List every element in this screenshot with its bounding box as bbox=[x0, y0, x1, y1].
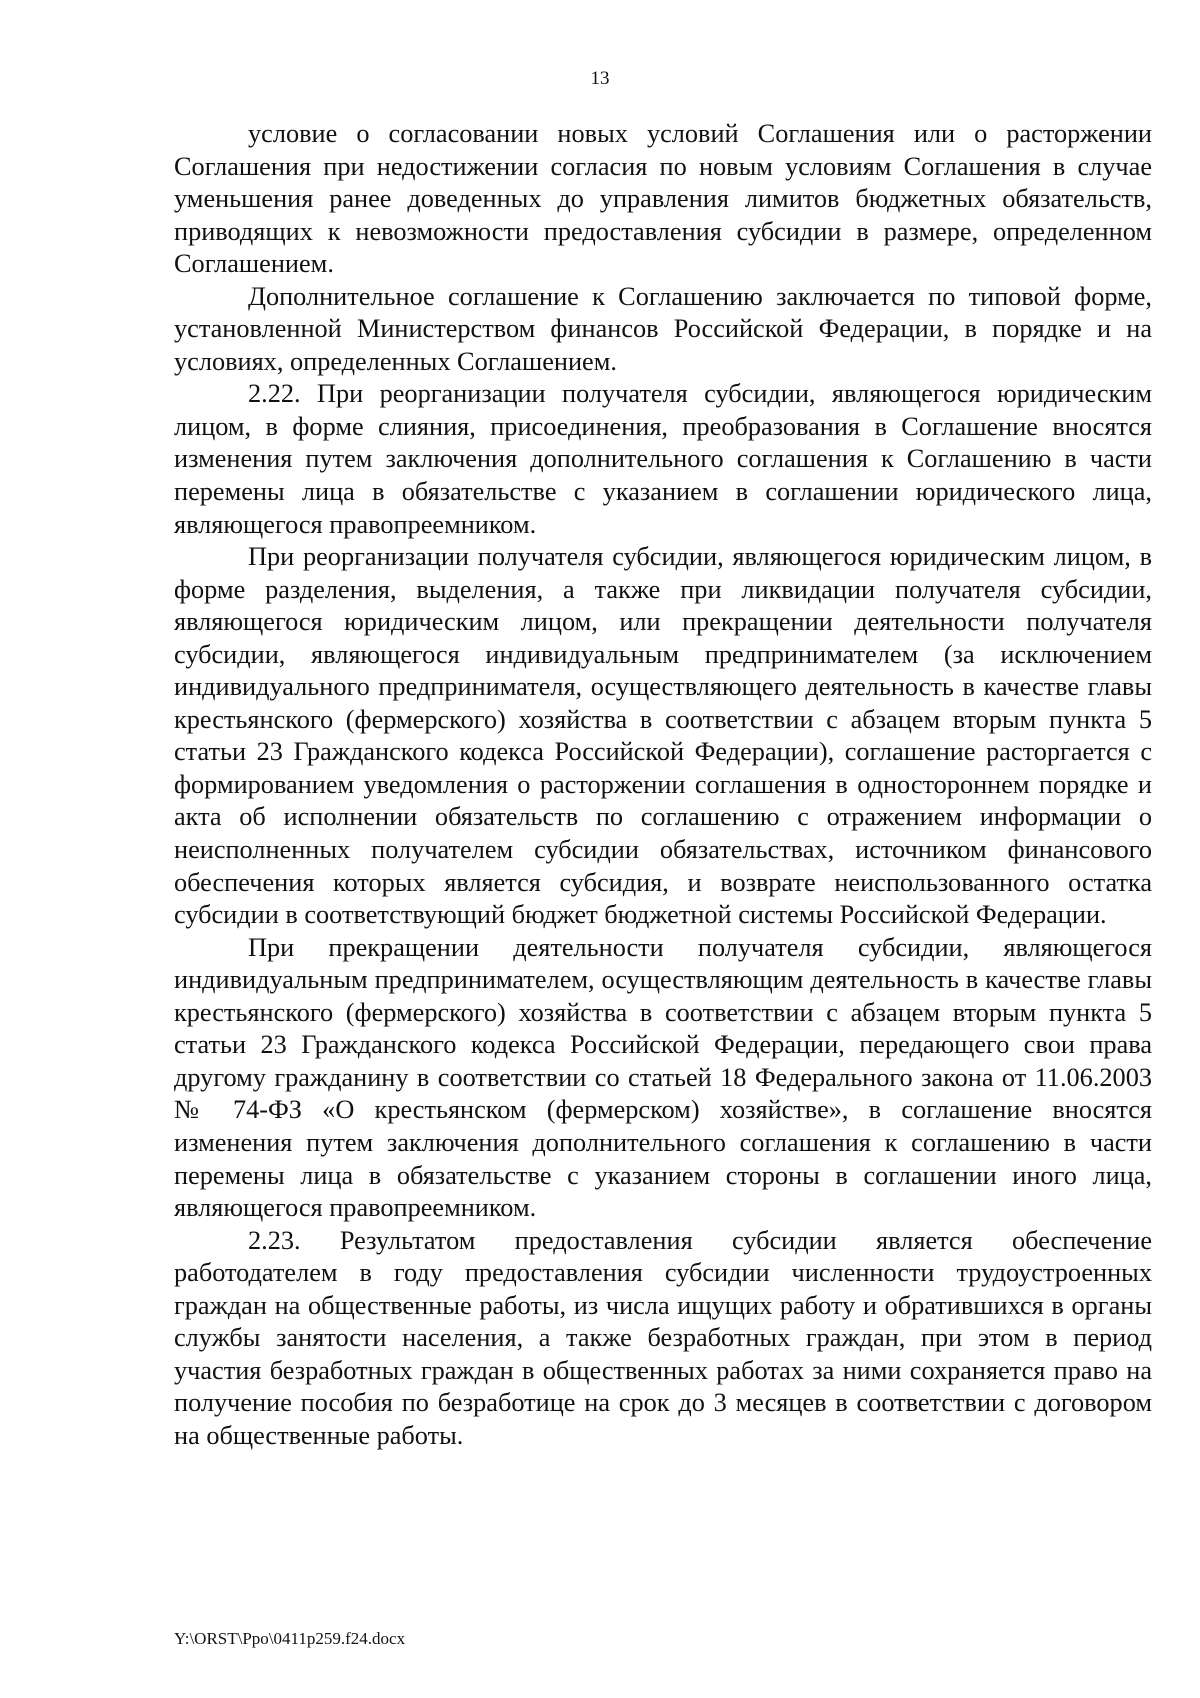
paragraph-reorganization-division-liquidation: При реорганизации получателя субсидии, являющегося юридическим лицом, в форме разделения, выделения, а также при ликвидации получателя субсидии, являющегося юридическим лицом, или прекращении деятельности получателя субсидии, являющегося индивидуальным предпринимателем (за исключением индивидуального предпринимателя, осуществляющего деятельность в качестве главы крестьянского (фермерского) хозяйства в соответствии с абзацем вторым пункта 5 статьи 23 Гражданского кодекса Российской Федерации), соглашение расторгается с формированием уведомления о расторжении соглашения в одностороннем порядке и акта об исполнении обязательств по соглашению с отражением информации о неисполненных получателем субсидии обязательствах, источником финансового обеспечения которых является субсидия, и возврате неиспользованного остатка субсидии в соответствующий бюджет бюджетной системы Российской Федерации. bbox=[174, 542, 1152, 930]
paragraph-additional-agreement-form: Дополнительное соглашение к Соглашению заключается по типовой форме, установленной Министерством финансов Российской Федерации, в порядке и на условиях, определенных Соглашением. bbox=[174, 281, 1152, 376]
footer-file-path: Y:\ORST\Ppo\0411p259.f24.docx bbox=[174, 1629, 406, 1648]
page-number: 13 bbox=[590, 68, 610, 89]
paragraph-agreement-termination-condition: условие о согласовании новых условий Соглашения или о расторжении Соглашения при недостижении согласия по новым условиям Соглашения в случае уменьшения ранее доведенных до управления лимитов бюджетных обязательств, приводящих к невозможности предоставления субсидии в размере, определенном Соглашением. bbox=[174, 119, 1152, 279]
paragraph-2-23-subsidy-result: 2.23. Результатом предоставления субсидии является обеспечение работодателем в году предоставления субсидии численности трудоустроенных граждан на общественные работы, из числа ищущих работу и обратившихся в органы службы занятости населения, а также безработных граждан, при этом в период участия безработных граждан в общественных работах за ними сохраняется право на получение пособия по безработице на срок до 3 месяцев в соответствии с договором на общественные работы. bbox=[174, 1225, 1152, 1450]
paragraph-farm-head-termination: При прекращении деятельности получателя субсидии, являющегося индивидуальным предпринимателем, осуществляющим деятельность в качестве главы крестьянского (фермерского) хозяйства в соответствии с абзацем вторым пункта 5 статьи 23 Гражданского кодекса Российской Федерации, передающего свои права другому гражданину в соответствии со статьей 18 Федерального закона от 11.06.2003 № 74-ФЗ «О крестьянском (фермерском) хозяйстве», в соглашение вносятся изменения путем заключения дополнительного соглашения к соглашению в части перемены лица в обязательстве с указанием стороны в соглашении иного лица, являющегося правопреемником. bbox=[174, 932, 1152, 1223]
document-body bbox=[174, 118, 1152, 1452]
paragraph-2-22-reorganization-merger: 2.22. При реорганизации получателя субсидии, являющегося юридическим лицом, в форме слияния, присоединения, преобразования в Соглашение вносятся изменения путем заключения дополнительного соглашения к Соглашению в части перемены лица в обязательстве с указанием в соглашении юридического лица, являющегося правопреемником. bbox=[174, 379, 1152, 539]
